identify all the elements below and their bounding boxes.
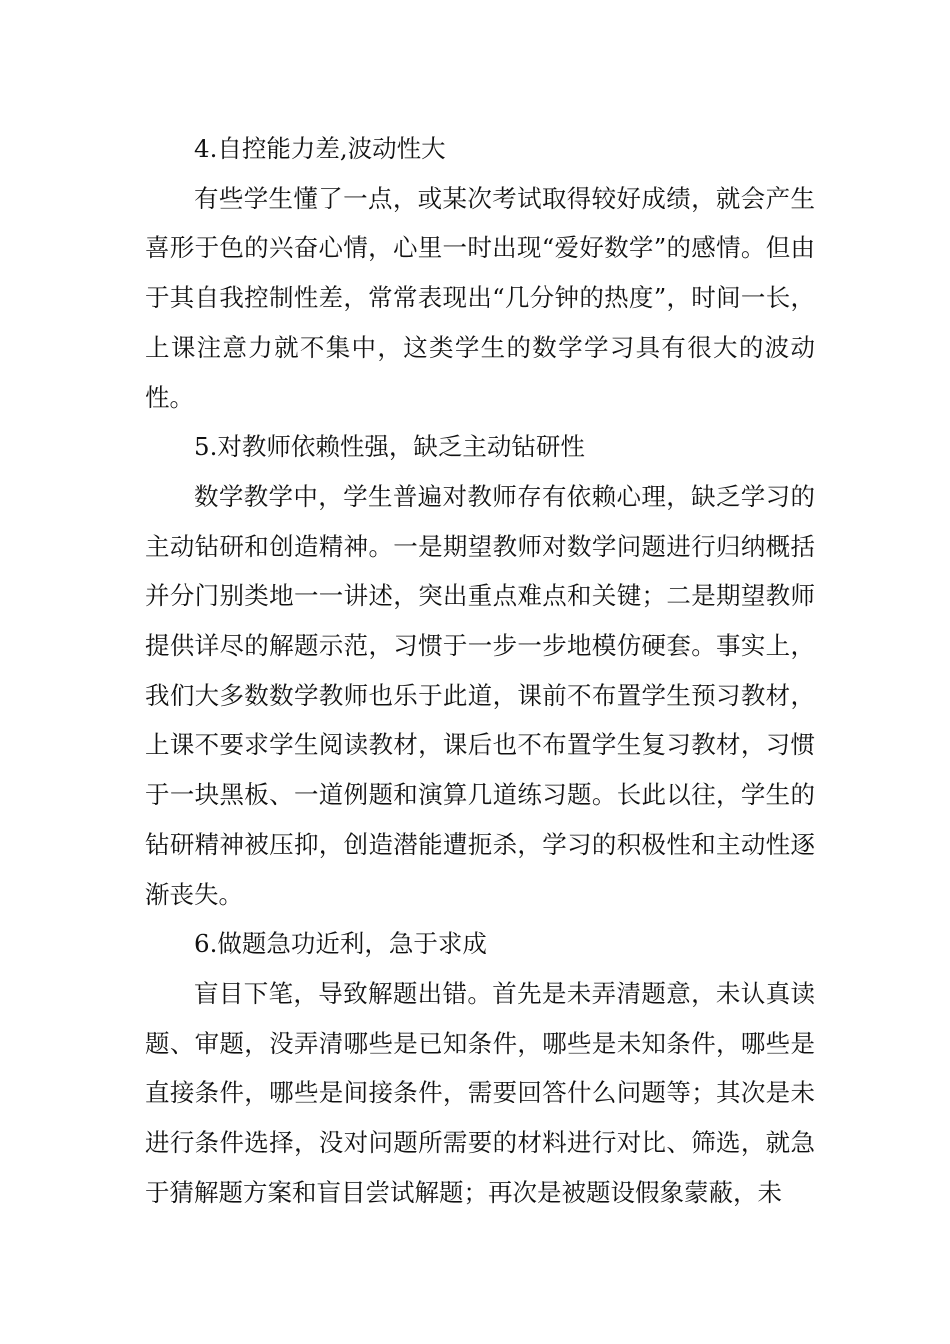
section-heading-5: 5.对教师依赖性强，缺乏主动钻研性 [194, 432, 585, 462]
document-body [145, 124, 815, 1217]
paragraph-6: 盲目下笔，导致解题出错。首先是未弄清题意，未认真读题、审题，没弄清哪些是已知条件，哪些是未知条件，哪些是直接条件，哪些是间接条件，需要回答什么问题等；其次是未进行条件选择，没对问题所需要的材料进行对比、筛选，就急于猜解题方案和盲目尝试解题；再次是被题设假象蒙蔽，未 [145, 978, 815, 1207]
paragraph-4: 有些学生懂了一点，或某次考试取得较好成绩，就会产生喜形于色的兴奋心情，心里一时出现“爱好数学”的感情。但由于其自我控制性差，常常表现出“几分钟的热度”，时间一长，上课注意力就不集中，这类学生的数学学习具有很大的波动性。 [145, 183, 815, 412]
section-heading-4: 4.自控能力差,波动性大 [194, 134, 446, 163]
section-heading-6: 6.做题急功近利，急于求成 [194, 929, 487, 959]
paragraph-5: 数学教学中，学生普遍对教师存有依赖心理，缺乏学习的主动钻研和创造精神。一是期望教师对数学问题进行归纳概括并分门别类地一一讲述，突出重点难点和关键；二是期望教师提供详尽的解题示范，习惯于一步一步地模仿硬套。事实上，我们大多数数学教师也乐于此道，课前不布置学生预习教材，上课不要求学生阅读教材，课后也不布置学生复习教材，习惯于一块黑板、一道例题和演算几道练习题。长此以往，学生的钻研精神被压抑，创造潜能遭扼杀，学习的积极性和主动性逐渐丧失。 [145, 481, 815, 909]
